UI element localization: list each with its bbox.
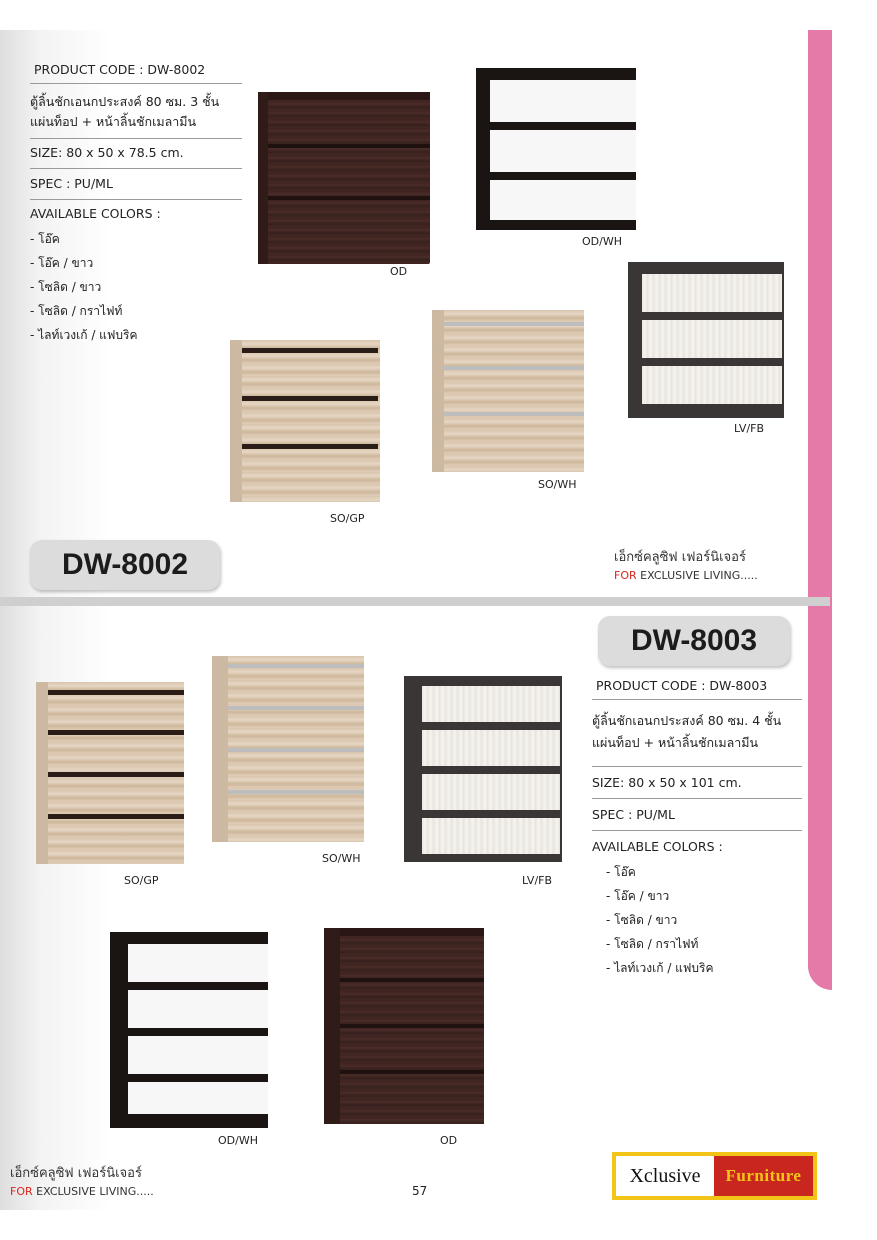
- brand-thai: เอ็กซ์คลูซิฟ เฟอร์นิเจอร์: [614, 550, 746, 565]
- label-so-gp: SO/GP: [124, 874, 159, 887]
- product-image-so-wh-4drawer: [212, 656, 364, 842]
- color-item: - โอ๊ค: [606, 865, 636, 879]
- description-line-1: ตู้ลิ้นชักเอนกประสงค์ 80 ซม. 3 ชั้น: [30, 94, 220, 109]
- color-item: - โซลิด / ขาว: [30, 280, 102, 294]
- spec: SPEC : PU/ML: [592, 807, 675, 822]
- color-item: - โอ๊ค / ขาว: [30, 256, 94, 270]
- brand-tagline-top: [614, 546, 804, 582]
- color-item: - ไลท์เวงเก้ / แฟบริค: [606, 961, 714, 975]
- label-lv-fb: LV/FB: [734, 422, 765, 435]
- product-image-so-gp-4drawer: [36, 682, 184, 864]
- section-divider: [0, 597, 830, 606]
- label-lv-fb: LV/FB: [522, 874, 553, 887]
- logo-furniture-text: Furniture: [714, 1156, 813, 1196]
- product-image-so-gp-3drawer: [230, 340, 380, 502]
- brand-english: [614, 569, 804, 582]
- colors-list: [30, 227, 242, 347]
- product-image-so-wh-3drawer: [432, 310, 584, 472]
- label-od: OD: [440, 1134, 458, 1147]
- product-image-od-wh-3drawer: [476, 68, 636, 230]
- product-image-lv-fb-3drawer: [628, 262, 784, 418]
- pink-side-tab-tail: [820, 960, 832, 980]
- color-item: - ไลท์เวงเก้ / แฟบริค: [30, 328, 138, 342]
- description-line-2: แผ่นท็อป + หน้าลิ้นชักเมลามีน: [592, 735, 759, 750]
- brand-tagline-footer: [10, 1162, 210, 1198]
- spec: SPEC : PU/ML: [30, 176, 113, 191]
- label-so-wh: SO/WH: [322, 852, 361, 865]
- logo-xclusive-text: Xclusive: [616, 1156, 714, 1196]
- xclusive-furniture-logo: [612, 1152, 817, 1200]
- colors-list: [592, 860, 802, 980]
- spec-block-dw8002: [30, 58, 242, 347]
- product-code: PRODUCT CODE : DW-8002: [34, 62, 206, 77]
- product-image-od-4drawer: [324, 928, 484, 1124]
- spec-block-dw8003: [592, 674, 802, 980]
- color-item: - โอ๊ค: [30, 232, 60, 246]
- label-od-wh: OD/WH: [218, 1134, 258, 1147]
- label-so-wh: SO/WH: [538, 478, 577, 491]
- pink-side-tab: [808, 30, 832, 990]
- product-image-lv-fb-4drawer: [404, 676, 562, 862]
- brand-tagline: EXCLUSIVE LIVING.....: [640, 569, 758, 582]
- brand-thai: เอ็กซ์คลูซิฟ เฟอร์นิเจอร์: [10, 1166, 142, 1181]
- product-code: PRODUCT CODE : DW-8003: [596, 678, 768, 693]
- size: SIZE: 80 x 50 x 78.5 cm.: [30, 145, 184, 160]
- label-od: OD: [390, 265, 408, 278]
- color-item: - โซลิด / กราไฟท์: [30, 304, 123, 318]
- product-image-od-wh-4drawer: [110, 932, 268, 1128]
- product-code-badge-dw8002: DW-8002: [30, 540, 220, 590]
- color-item: - โอ๊ค / ขาว: [606, 889, 670, 903]
- product-image-od-3drawer: [258, 92, 430, 264]
- label-so-gp: SO/GP: [330, 512, 365, 525]
- brand-for: FOR: [614, 569, 637, 582]
- brand-for: FOR: [10, 1185, 33, 1198]
- description-line-1: ตู้ลิ้นชักเอนกประสงค์ 80 ซม. 4 ชั้น: [592, 713, 782, 728]
- colors-title: AVAILABLE COLORS :: [592, 839, 723, 854]
- color-item: - โซลิด / กราไฟท์: [606, 937, 699, 951]
- colors-title: AVAILABLE COLORS :: [30, 206, 161, 221]
- description-line-2: แผ่นท็อป + หน้าลิ้นชักเมลามีน: [30, 114, 197, 129]
- product-code-badge-dw8003: DW-8003: [598, 616, 790, 666]
- brand-tagline: EXCLUSIVE LIVING.....: [36, 1185, 154, 1198]
- label-od-wh: OD/WH: [582, 235, 622, 248]
- size: SIZE: 80 x 50 x 101 cm.: [592, 775, 742, 790]
- brand-english: [10, 1185, 210, 1198]
- color-item: - โซลิด / ขาว: [606, 913, 678, 927]
- page-number: 57: [412, 1184, 428, 1198]
